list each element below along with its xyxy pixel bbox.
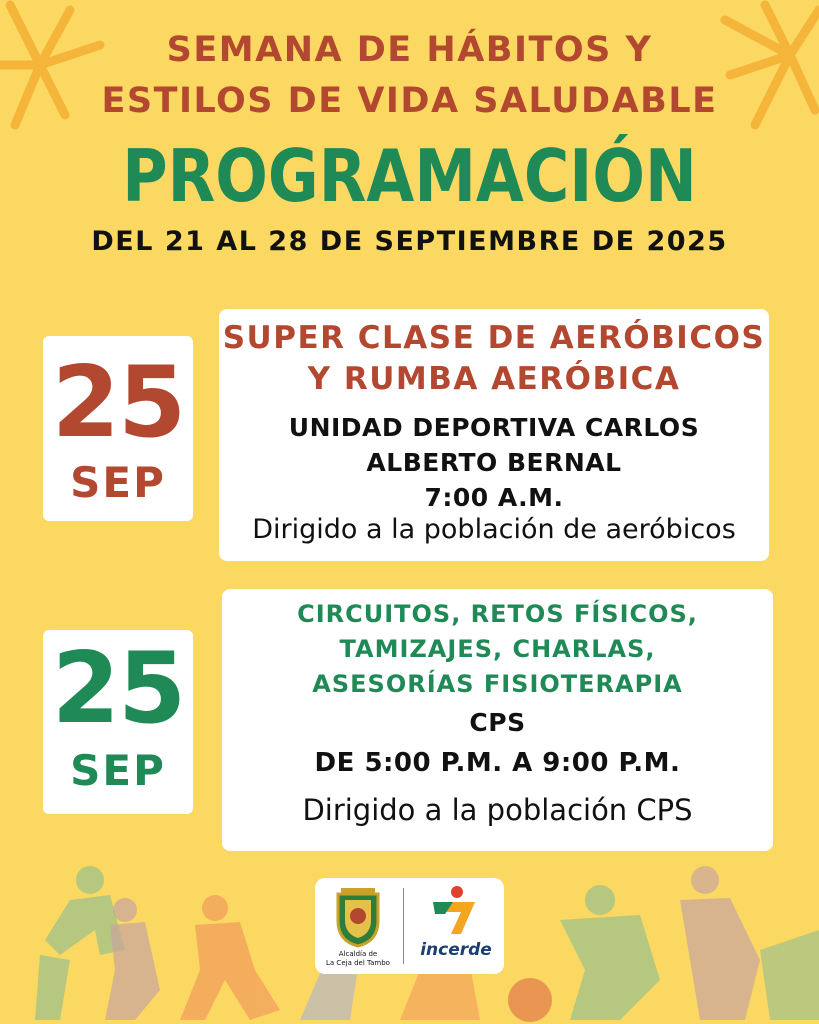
event-title-line-1: SUPER CLASE DE AERÓBICOS <box>222 320 766 356</box>
event-card-1 <box>219 309 769 561</box>
event-day: 25 <box>51 632 185 746</box>
event-place-line-1: UNIDAD DEPORTIVA CARLOS <box>288 413 700 442</box>
event-title-line-2: Y RUMBA AERÓBICA <box>307 361 681 397</box>
programacion-heading: PROGRAMACIÓN <box>122 134 697 218</box>
sunburst-left-decoration <box>0 0 110 140</box>
alcaldia-name-line-2: La Ceja del Tambo <box>326 959 390 967</box>
event-title-line-1: CIRCUITOS, RETOS FÍSICOS, <box>297 600 698 628</box>
event-card-2 <box>222 589 773 851</box>
event-month: SEP <box>70 746 166 795</box>
sponsor-logos-box <box>315 878 504 974</box>
title-line-2: ESTILOS DE VIDA SALUDABLE <box>101 81 718 121</box>
event-time: DE 5:00 P.M. A 9:00 P.M. <box>314 748 681 778</box>
title-line-1: SEMANA DE HÁBITOS Y <box>166 30 653 70</box>
date-box-2 <box>43 630 193 814</box>
event-title-line-3: ASESORÍAS FISIOTERAPIA <box>312 670 683 698</box>
event-day: 25 <box>51 346 185 460</box>
date-range: DEL 21 AL 28 DE SEPTIEMBRE DE 2025 <box>91 226 728 257</box>
event-target: Dirigido a la población CPS <box>302 793 693 827</box>
event-month: SEP <box>70 458 166 507</box>
event-place: CPS <box>469 708 526 737</box>
sunburst-right-decoration <box>715 0 819 140</box>
incerde-wordmark: incerde <box>420 940 492 960</box>
date-box-1 <box>43 336 193 521</box>
municipal-shield-icon <box>333 886 383 948</box>
event-target: Dirigido a la población de aeróbicos <box>252 514 736 545</box>
incerde-logo-icon <box>425 884 485 936</box>
logo-divider <box>403 888 404 964</box>
event-place-line-2: ALBERTO BERNAL <box>366 448 622 477</box>
event-time: 7:00 A.M. <box>424 483 564 512</box>
event-title-line-2: TAMIZAJES, CHARLAS, <box>339 635 656 663</box>
alcaldia-name-line-1: Alcaldía de <box>338 950 378 958</box>
